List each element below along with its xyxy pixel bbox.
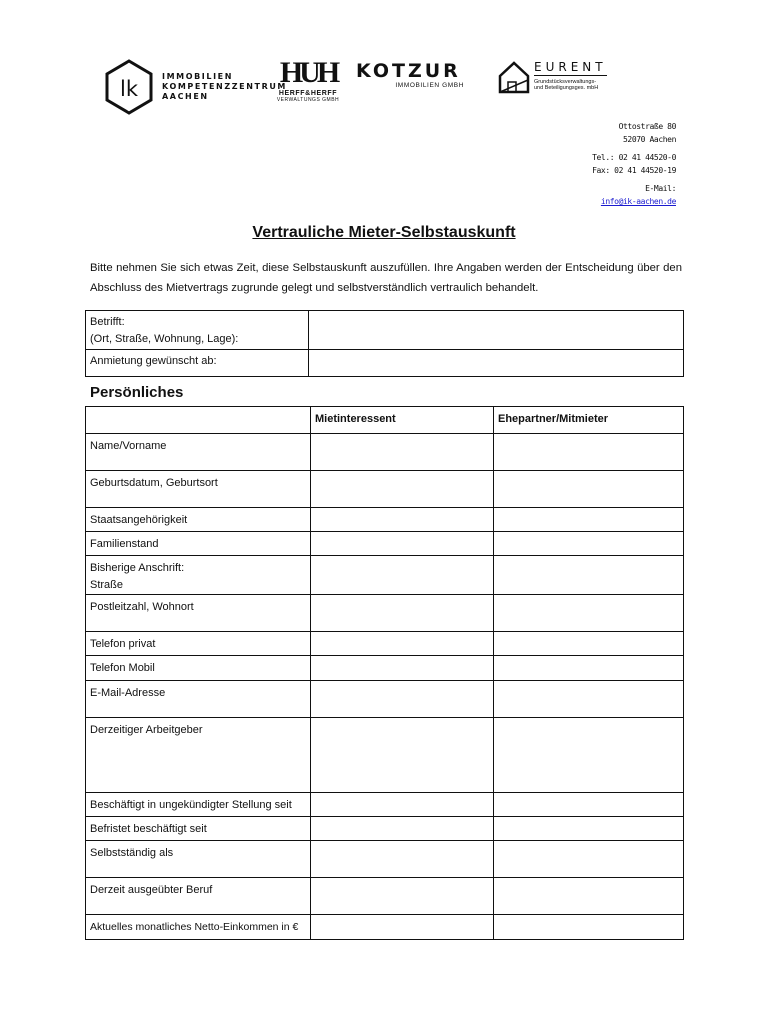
input-cell-partner[interactable] [494, 656, 684, 681]
herff-logo [274, 58, 342, 103]
input-cell-partner[interactable] [494, 915, 684, 940]
input-cell-partner[interactable] [494, 471, 684, 508]
input-cell-partner[interactable] [494, 681, 684, 718]
input-cell-tenant[interactable] [311, 681, 494, 718]
row-label-mobile: Telefon Mobil [86, 656, 311, 681]
row-label-employer: Derzeitiger Arbeitgeber [86, 718, 311, 793]
input-cell-tenant[interactable] [311, 718, 494, 793]
row-label-temporary: Befristet beschäftigt seit [86, 817, 311, 841]
input-cell-tenant[interactable] [311, 793, 494, 817]
address-city: 52070 Aachen [623, 135, 676, 144]
input-cell-tenant[interactable] [311, 434, 494, 471]
header-empty [86, 407, 311, 434]
address-fax: Fax: 02 41 44520-19 [592, 166, 676, 175]
section-title-personal: Persönliches [90, 384, 184, 401]
input-cell-tenant[interactable] [311, 915, 494, 940]
row-label-profession: Derzeit ausgeübter Beruf [86, 878, 311, 915]
address-phone: Tel.: 02 41 44520-0 [592, 153, 676, 162]
row-label-email: E-Mail-Adresse [86, 681, 311, 718]
header-tenant: Mietinteressent [311, 407, 494, 434]
input-cell-partner[interactable] [494, 508, 684, 532]
address-street: Ottostraße 80 [618, 122, 676, 131]
input-cell-tenant[interactable] [311, 817, 494, 841]
input-cell-partner[interactable] [494, 434, 684, 471]
property-label: Betrifft: (Ort, Straße, Wohnung, Lage): [86, 311, 309, 350]
eurent-logo-sub1: Grundstücksverwaltungs- [534, 79, 597, 85]
ik-logo-text: IMMOBILIEN KOMPETENZZENTRUM AACHEN [162, 72, 287, 101]
input-cell-tenant[interactable] [311, 508, 494, 532]
property-input-cell[interactable] [309, 311, 684, 350]
herff-logo-sub: VERWALTUNGS GMBH [276, 97, 340, 103]
property-table [85, 310, 684, 377]
input-cell-tenant[interactable] [311, 532, 494, 556]
input-cell-tenant[interactable] [311, 841, 494, 878]
ik-logo-mark: lk [120, 77, 138, 101]
input-cell-partner[interactable] [494, 878, 684, 915]
herff-logo-mark: HUH [279, 56, 337, 89]
rental-start-input-cell[interactable] [309, 350, 684, 377]
address-email-link[interactable]: info@ik-aachen.de [600, 197, 676, 206]
input-cell-tenant[interactable] [311, 595, 494, 632]
input-cell-tenant[interactable] [311, 632, 494, 656]
input-cell-partner[interactable] [494, 532, 684, 556]
address-block [592, 120, 676, 208]
input-cell-partner[interactable] [494, 793, 684, 817]
kotzur-logo-name: KOTZUR [356, 60, 461, 82]
row-label-family: Familienstand [86, 532, 311, 556]
address-email-label: E-Mail: [645, 184, 676, 193]
row-label-income: Aktuelles monatliches Netto-Einkommen in € [86, 915, 311, 940]
row-label-permanent: Beschäftigt in ungekündigter Stellung seit [86, 793, 311, 817]
input-cell-partner[interactable] [494, 556, 684, 595]
document-title: Vertrauliche Mieter-Selbstauskunft [252, 224, 516, 241]
input-cell-partner[interactable] [494, 595, 684, 632]
kotzur-logo [356, 60, 470, 89]
header-partner: Ehepartner/Mitmieter [494, 407, 684, 434]
input-cell-partner[interactable] [494, 841, 684, 878]
row-label-selfemployed: Selbstständig als [86, 841, 311, 878]
input-cell-tenant[interactable] [311, 471, 494, 508]
input-cell-partner[interactable] [494, 718, 684, 793]
input-cell-tenant[interactable] [311, 556, 494, 595]
input-cell-tenant[interactable] [311, 656, 494, 681]
eurent-logo-sub2: und Beteiligungsges. mbH [534, 85, 599, 91]
kotzur-logo-sub: IMMOBILIEN GMBH [395, 82, 464, 89]
house-icon [498, 60, 530, 94]
row-label-name: Name/Vorname [86, 434, 311, 471]
row-label-phone: Telefon privat [86, 632, 311, 656]
input-cell-tenant[interactable] [311, 878, 494, 915]
rental-start-label: Anmietung gewünscht ab: [86, 350, 309, 377]
ik-logo [104, 59, 287, 115]
row-label-birth: Geburtsdatum, Geburtsort [86, 471, 311, 508]
row-label-address: Bisherige Anschrift: Straße [86, 556, 311, 595]
intro-paragraph: Bitte nehmen Sie sich etwas Zeit, diese Selbstauskunft auszufüllen. Ihre Angaben werden der Entscheidung über den Abschluss des Mietvertrags zugrunde gelegt und selbstverständlich vertraulich behandelt. [90, 262, 682, 294]
eurent-logo-name: EURENT [534, 60, 607, 74]
input-cell-partner[interactable] [494, 817, 684, 841]
row-label-nationality: Staatsangehörigkeit [86, 508, 311, 532]
eurent-logo [498, 60, 607, 94]
row-label-zip: Postleitzahl, Wohnort [86, 595, 311, 632]
hexagon-icon [104, 59, 154, 115]
personal-table [85, 406, 684, 940]
herff-logo-name: HERFF&HERFF [278, 90, 338, 97]
input-cell-partner[interactable] [494, 632, 684, 656]
